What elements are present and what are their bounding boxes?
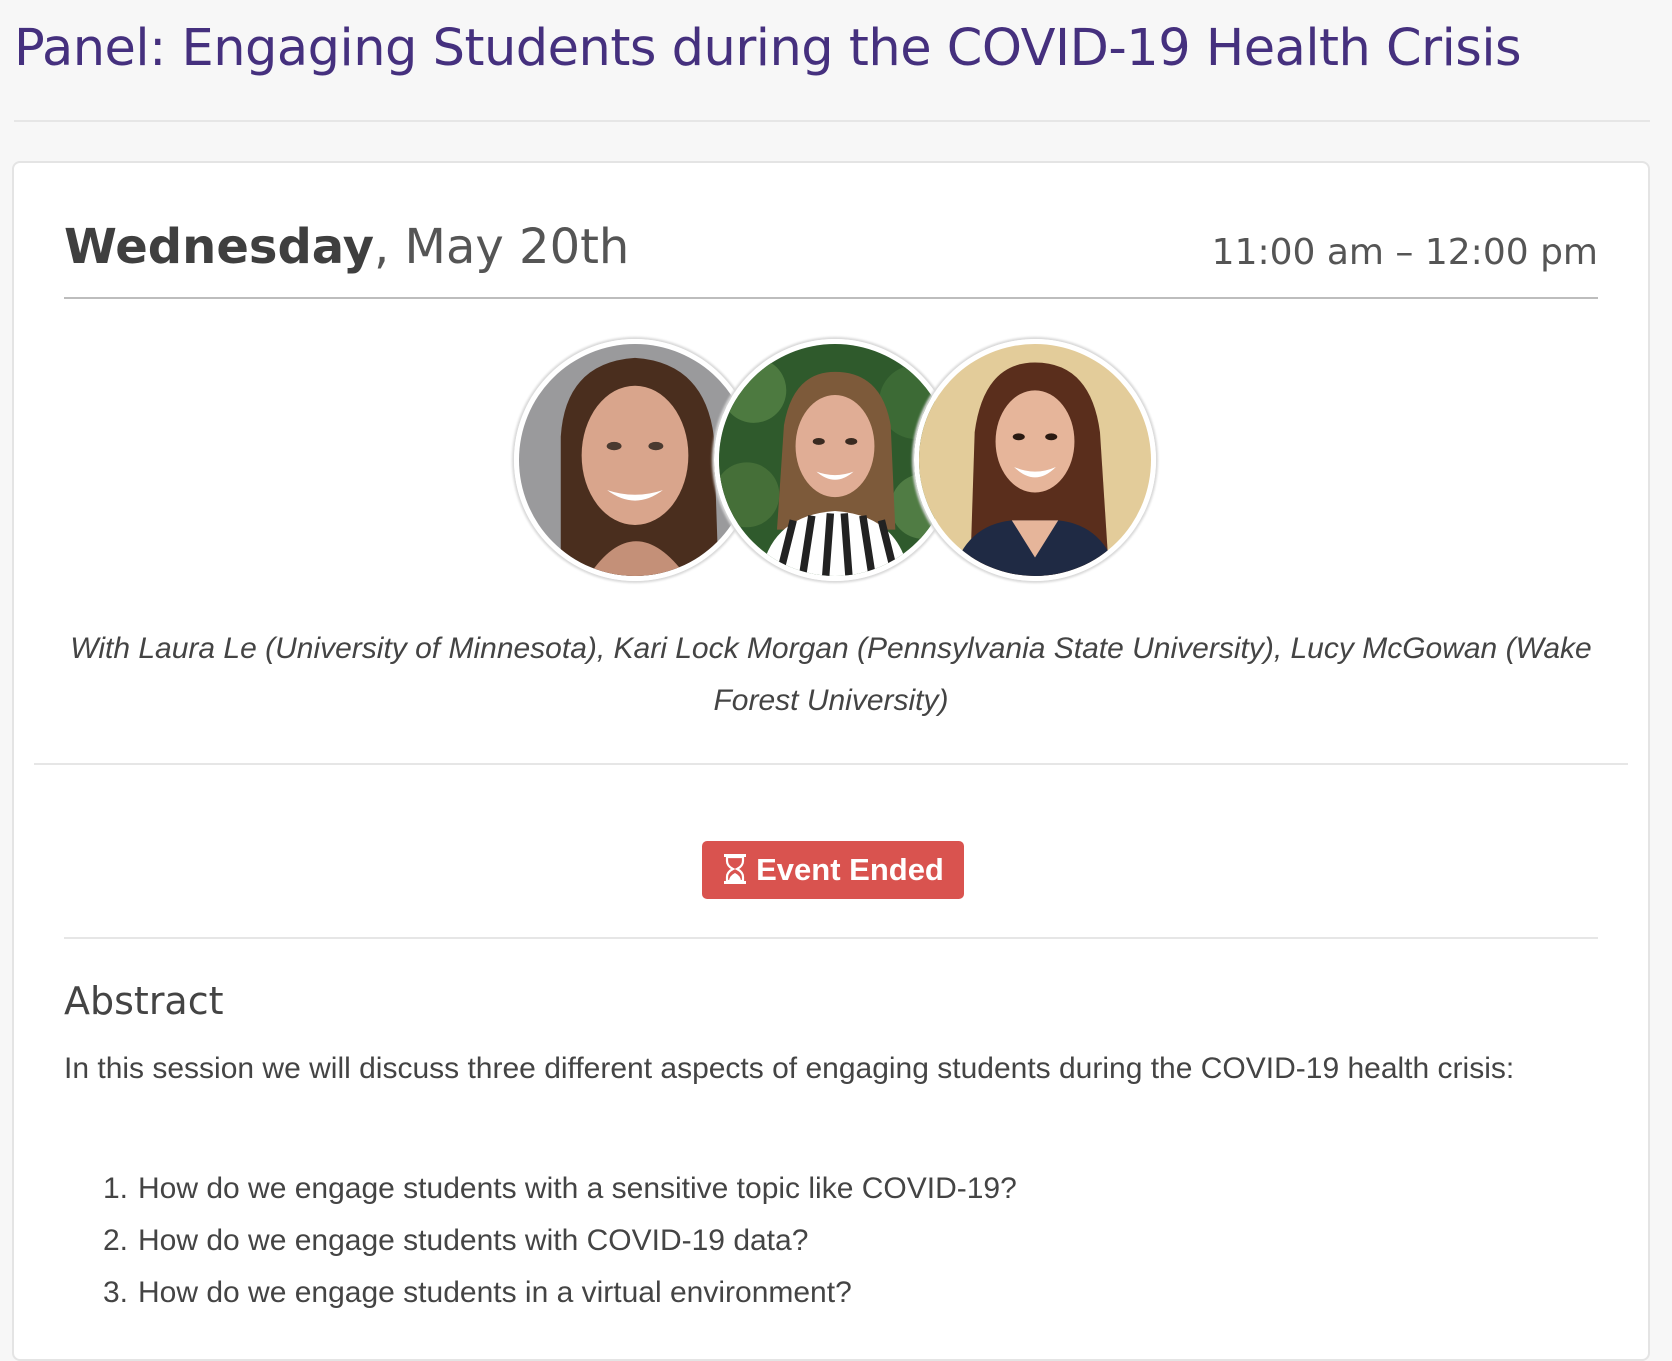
speakers-affiliations: With Laura Le (University of Minnesota), Kari Lock Morgan (Pennsylvania State University), Lucy McGowan (Wake Forest University) — [70, 632, 1592, 717]
list-item — [64, 1215, 1598, 1267]
speaker-avatar-lucy-mcgowan — [914, 339, 1156, 581]
list-item — [64, 1267, 1598, 1319]
list-item — [64, 1163, 1598, 1215]
list-item-text: How do we engage students with a sensitive topic like COVID-19? — [138, 1172, 1017, 1205]
event-day: Wednesday — [64, 219, 375, 275]
page-header — [14, 16, 1650, 122]
abstract-heading: Abstract — [64, 979, 224, 1023]
event-date-rest: , May 20th — [374, 219, 630, 275]
list-item-number: 3. — [102, 1276, 128, 1309]
event-card — [12, 161, 1650, 1361]
list-item-number: 1. — [102, 1172, 128, 1205]
abstract-questions — [64, 1163, 1598, 1319]
hourglass-icon — [722, 853, 748, 885]
date-row — [64, 215, 1598, 299]
list-item-number: 2. — [102, 1224, 128, 1257]
page-title: Panel: Engaging Students during the COVID-19 Health Crisis — [14, 19, 1522, 78]
abstract-intro: In this session we will discuss three different aspects of engaging students during the COVID-19 health crisis: — [64, 1052, 1515, 1085]
event-status-label: Event Ended — [756, 852, 944, 887]
divider — [34, 763, 1628, 765]
divider — [64, 937, 1598, 939]
event-time-range: 11:00 am – 12:00 pm — [1211, 232, 1598, 273]
event-status-badge — [702, 841, 964, 899]
list-item-text: How do we engage students in a virtual environment? — [138, 1276, 852, 1309]
list-item-text: How do we engage students with COVID-19 data? — [138, 1224, 809, 1257]
event-date — [64, 215, 629, 279]
speaker-avatars — [14, 339, 1648, 581]
